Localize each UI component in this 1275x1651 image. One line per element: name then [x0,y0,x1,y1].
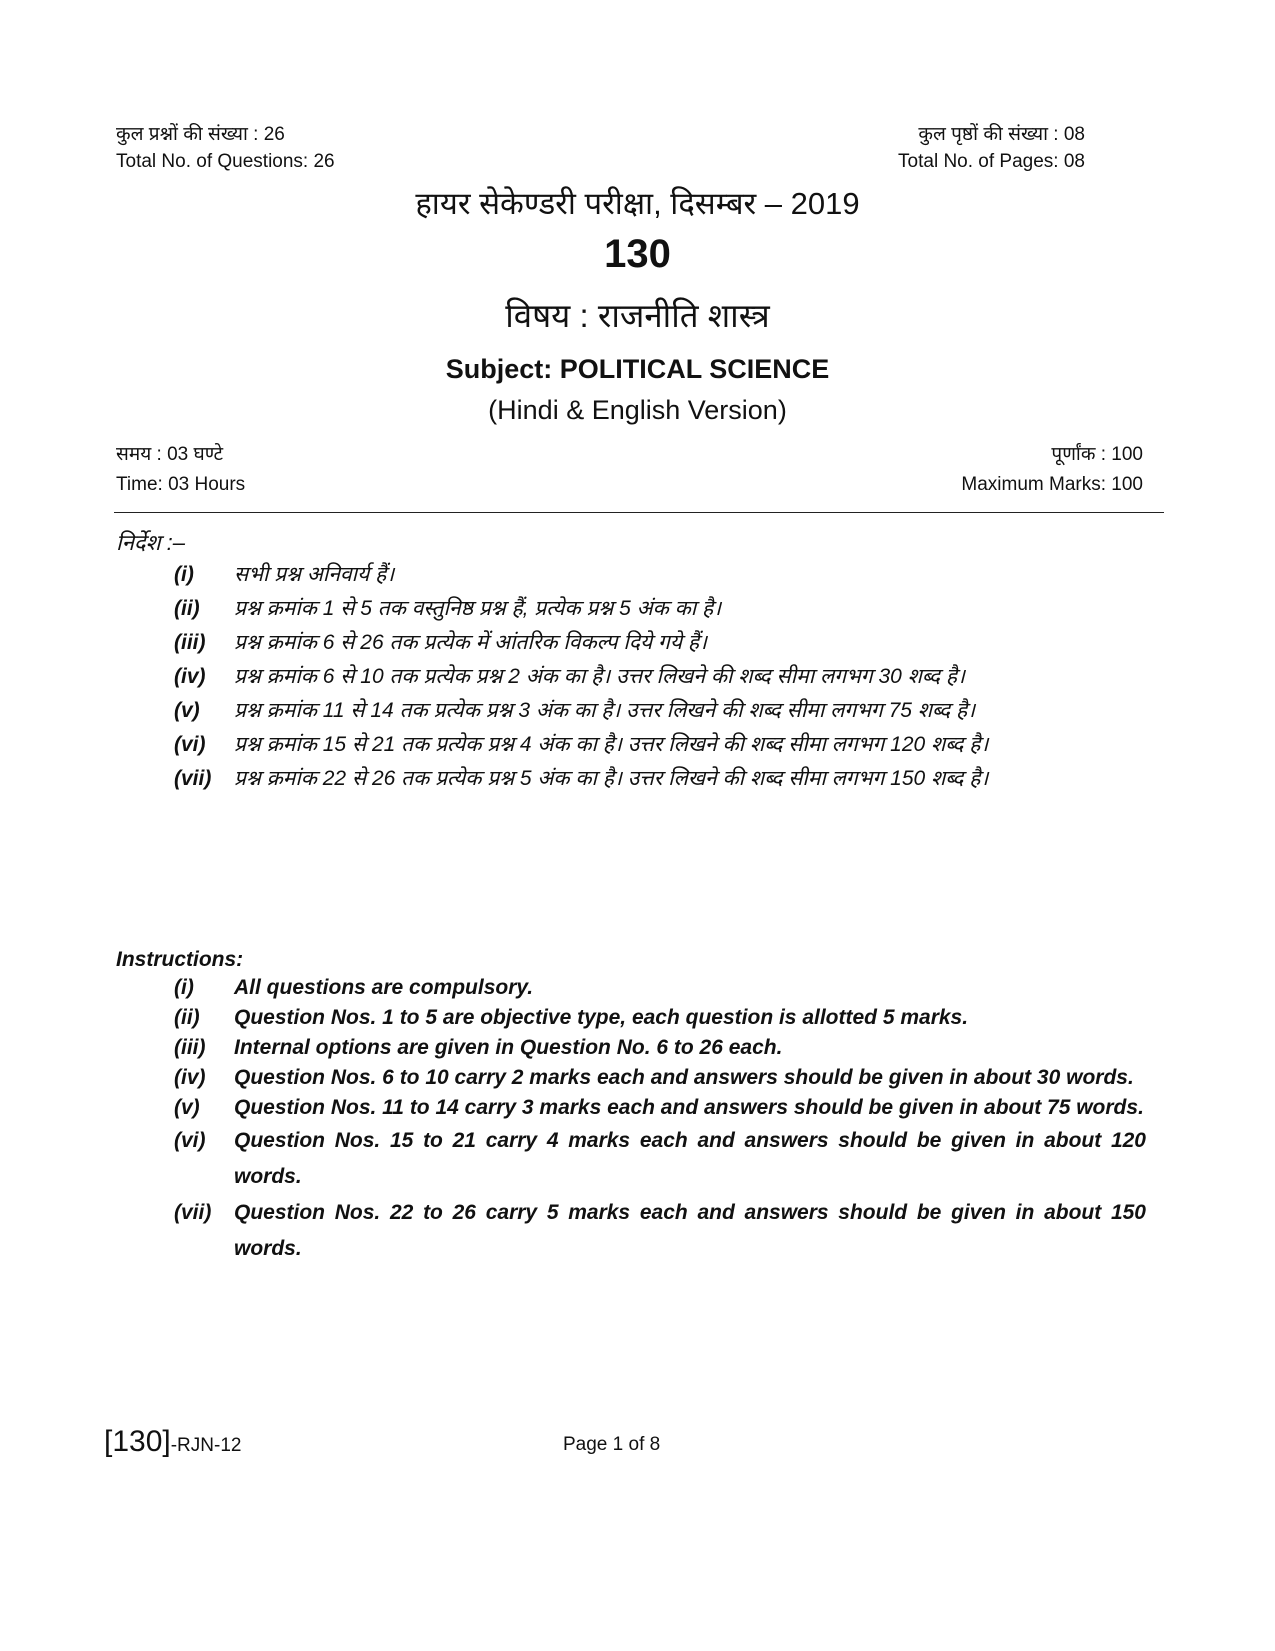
page-number: Page 1 of 8 [563,1434,661,1455]
marks-hindi: पूर्णांक : 100 [1051,444,1143,465]
list-item [174,1123,1146,1195]
instructions-list-hindi [174,558,1146,796]
time-english: Time: 03 Hours [116,474,246,495]
item-number: (vii) [174,1201,212,1224]
item-text: Question Nos. 15 to 21 carry 4 marks each and answers should be given in about 120 words. [234,1129,1146,1188]
list-item [174,973,1146,1003]
exam-title: हायर सेकेण्डरी परीक्षा, दिसम्बर – 2019 [415,186,860,221]
total-pages-english: Total No. of Pages: 08 [898,151,1085,172]
footer-code-suffix: -RJN-12 [170,1435,242,1456]
item-text: प्रश्न क्रमांक 6 से 10 तक प्रत्येक प्रश्न 2 अंक का है। उत्तर लिखने की शब्द सीमा लगभग 30 शब्द है। [234,665,966,688]
item-text: All questions are compulsory. [234,976,534,999]
item-number: (i) [174,563,194,586]
subject-hindi: विषय : राजनीति शास्त्र [505,297,770,334]
item-number: (vi) [174,733,206,756]
list-item [174,1033,1146,1063]
list-item [174,1195,1146,1267]
item-number: (iii) [174,631,206,654]
item-number: (i) [174,976,194,999]
instructions-list-english [174,973,1146,1267]
item-number: (vi) [174,1129,206,1152]
footer-code-main: [130] [104,1425,171,1458]
item-text: प्रश्न क्रमांक 6 से 26 तक प्रत्येक में आंतरिक विकल्प दिये गये हैं। [234,631,707,654]
list-item [174,1063,1146,1093]
item-number: (ii) [174,1006,200,1029]
item-text: Internal options are given in Question No. 6 to 26 each. [234,1036,783,1059]
item-text: प्रश्न क्रमांक 22 से 26 तक प्रत्येक प्रश्न 5 अंक का है। उत्तर लिखने की शब्द सीमा लगभग 150 शब्द है। [234,767,989,790]
item-text: Question Nos. 11 to 14 carry 3 marks each and answers should be given in about 75 words. [234,1096,1144,1119]
item-number: (v) [174,1096,200,1119]
item-number: (vii) [174,767,212,790]
header-divider [114,512,1164,513]
footer-paper-code [104,1425,241,1459]
item-number: (iv) [174,665,206,688]
item-number: (iii) [174,1036,206,1059]
list-item [174,626,1146,660]
item-number: (ii) [174,597,200,620]
item-text: Question Nos. 6 to 10 carry 2 marks each and answers should be given in about 30 words. [234,1066,1134,1089]
marks-english: Maximum Marks: 100 [961,474,1143,495]
list-item [174,592,1146,626]
total-pages-hindi: कुल पृष्ठों की संख्या : 08 [918,124,1085,145]
time-hindi: समय : 03 घण्टे [116,444,224,465]
item-text: Question Nos. 22 to 26 carry 5 marks each and answers should be given in about 150 words. [234,1201,1146,1260]
list-item [174,660,1146,694]
item-text: सभी प्रश्न अनिवार्य हैं। [234,563,395,586]
list-item [174,558,1146,592]
item-number: (v) [174,699,200,722]
list-item [174,762,1146,796]
list-item [174,694,1146,728]
list-item [174,1003,1146,1033]
instructions-heading-hindi: निर्देश :– [116,530,186,555]
paper-code: 130 [604,232,671,276]
version-label: (Hindi & English Version) [488,395,787,425]
item-text: प्रश्न क्रमांक 11 से 14 तक प्रत्येक प्रश्न 3 अंक का है। उत्तर लिखने की शब्द सीमा लगभग 75 शब्द है। [234,699,976,722]
list-item [174,1093,1146,1123]
item-text: Question Nos. 1 to 5 are objective type, each question is allotted 5 marks. [234,1006,969,1029]
item-text: प्रश्न क्रमांक 15 से 21 तक प्रत्येक प्रश्न 4 अंक का है। उत्तर लिखने की शब्द सीमा लगभग 120 शब्द है। [234,733,989,756]
item-number: (iv) [174,1066,206,1089]
list-item [174,728,1146,762]
subject-english: Subject: POLITICAL SCIENCE [445,354,830,384]
total-questions-hindi: कुल प्रश्नों की संख्या : 26 [116,124,285,145]
instructions-heading-english: Instructions: [116,948,244,971]
total-questions-english: Total No. of Questions: 26 [116,151,335,172]
item-text: प्रश्न क्रमांक 1 से 5 तक वस्तुनिष्ठ प्रश्न हैं, प्रत्येक प्रश्न 5 अंक का है। [234,597,722,620]
